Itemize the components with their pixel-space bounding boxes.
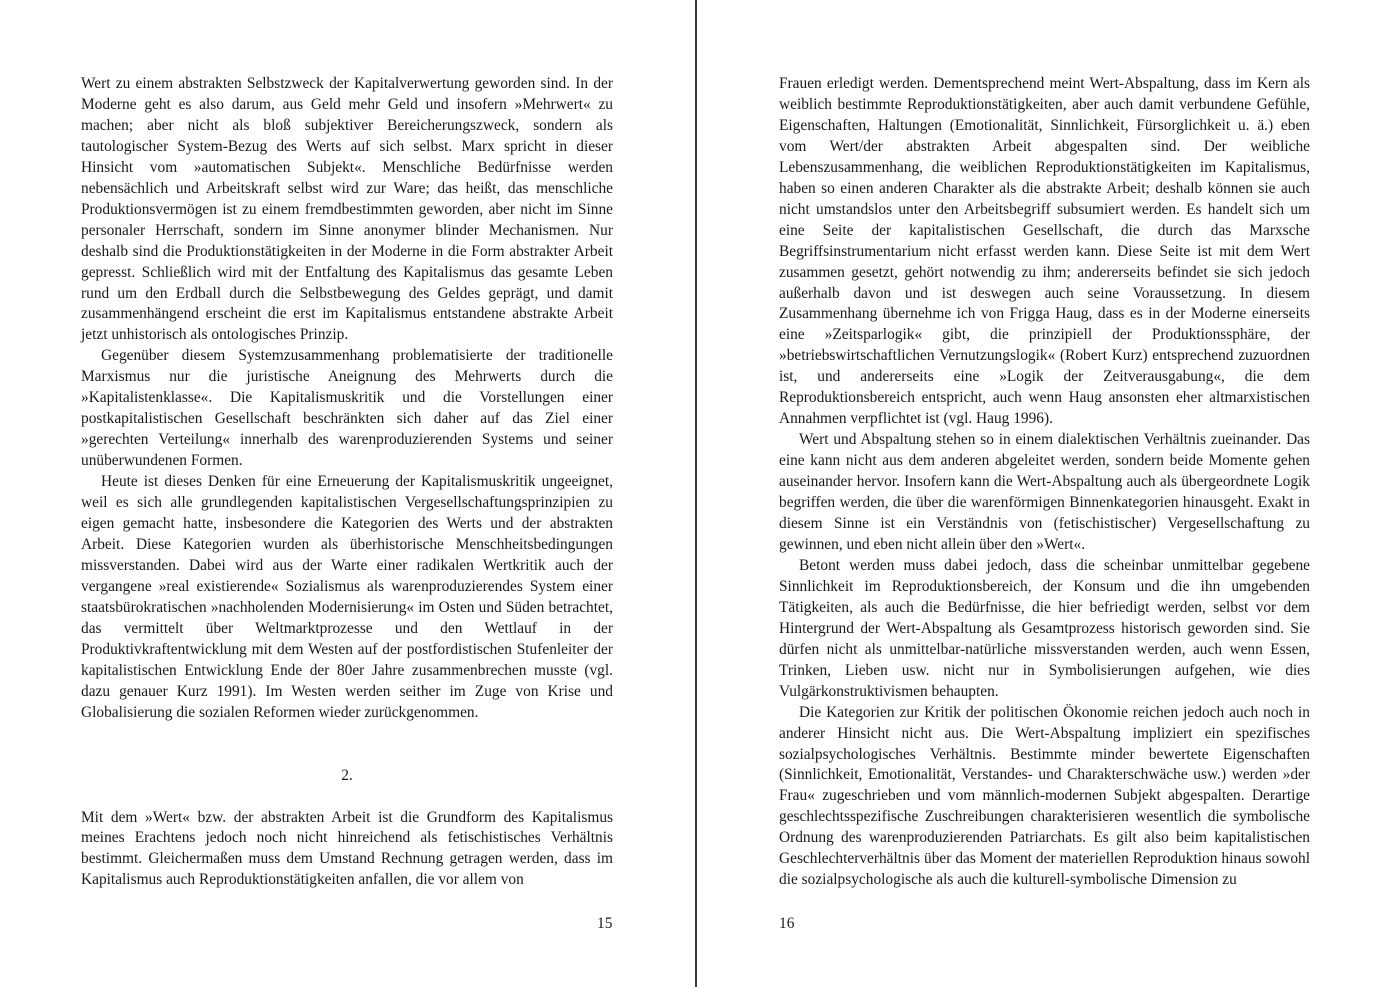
left-page <box>0 0 695 987</box>
left-page-text <box>81 74 613 891</box>
right-paragraph-2: Wert und Abspaltung stehen so in einem dialektischen Verhältnis zueinander. Das eine kann nicht aus dem anderen abgeleitet werden, sondern beide Momente gehen auseinander hervor. Insofern kann die Wert-Abspaltung auch als übergeordnete Logik begriffen werden, die über die warenförmigen Binnenkategorien hinausgeht. Exakt in diesem Sinne ist ein Verständnis von (fetischistischer) Vergesellschaftung zu gewinnen, und eben nicht allein über den »Wert«. <box>779 431 1310 553</box>
left-paragraph-4: Mit dem »Wert« bzw. der abstrakten Arbeit ist die Grundform des Kapitalismus meines Erachtens jedoch noch nicht hinreichend als fetischistisches Verhältnis bestimmt. Gleichermaßen muss dem Umstand Rechnung getragen werden, dass im Kapitalismus auch Reproduktionstätigkeiten anfallen, die vor allem von <box>81 808 613 889</box>
section-heading: 2. <box>341 766 353 784</box>
left-paragraph-3: Heute ist dieses Denken für eine Erneuerung der Kapitalismuskritik ungeeignet, weil es sich alle grundlegenden kapitalistischen Vergesellschaftungsprinzipien zu eigen gemacht hatte, insbesondere die Kategorien des Werts und der abstrakten Arbeit. Diese Kategorien wurden als überhistorische Menschheitsbedingungen missverstanden. Dabei wird aus der Warte einer radikalen Wertkritik auch der vergangene »real existierende« Sozialismus als warenproduzierendes System einer staatsbürokratischen »nachholenden Modernisierung« im Osten und Süden betrachtet, das vermittelt über Weltmarktprozesse und den Wettlauf in der Produktivkraftentwicklung mit dem Westen auf der postfordistischen Stufenleiter der kapitalistischen Entwicklung Ende der 80er Jahre zusammenbrechen musste (vgl. dazu genauer Kurz 1991). Im Westen werden seither im Zuge von Krise und Globalisierung die sozialen Reformen wieder zurückgenommen. <box>81 473 613 721</box>
right-paragraph-4: Die Kategorien zur Kritik der politischen Ökonomie reichen jedoch auch noch in anderer Hinsicht nicht aus. Die Wert-Abspaltung impliziert ein spezifisches sozialpsychologisches Verhältnis. Bestimmte minder bewertete Eigenschaften (Sinnlichkeit, Emotionalität, Verstandes- und Charakterschwäche usw.) werden »der Frau« zugeschrieben und vom männlich-modernen Subjekt abgespalten. Derartige geschlechtsspezifische Zuschreibungen charakterisieren wesentlich die symbolische Ordnung des warenproduzierenden Patriarchats. Es gilt also beim kapitalistischen Geschlechterverhältnis über das Moment der materiellen Reproduktion hinaus sowohl die sozialpsychologische als auch die kulturell-symbolische Dimension zu <box>779 703 1310 889</box>
left-paragraph-1: Wert zu einem abstrakten Selbstzweck der Kapitalverwertung geworden sind. In der Moderne geht es also darum, aus Geld mehr Geld und insofern »Mehrwert« zu machen; aber nicht als bloß subjektiver Bereicherungszweck, sondern als tautologischer System-Bezug des Werts auf sich selbst. Marx spricht in dieser Hinsicht vom »automatischen Subjekt«. Menschliche Bedürfnisse werden nebensächlich und Arbeitskraft selbst wird zur Ware; das heißt, das menschliche Produktionsvermögen ist zu einem fremdbestimmten geworden, aber nicht im Sinne personaler Herrschaft, sondern im Sinne anonymer blinder Mechanismen. Nur deshalb sind die Produktionstätigkeiten in der Moderne in die Form abstrakter Arbeit gepresst. Schließlich wird mit der Entfaltung des Kapitalismus das gesamte Leben rund um den Erdball durch die Selbstbewegung des Geldes geprägt, und damit zusammenhängend erscheint die erst im Kapitalismus entstandene abstrakte Arbeit jetzt unhistorisch als ontologisches Prinzip. <box>81 75 613 344</box>
right-page-text <box>779 74 1310 891</box>
right-page <box>697 0 1392 987</box>
right-paragraph-1: Frauen erledigt werden. Dementsprechend meint Wert-Abspaltung, dass im Kern als weiblich bestimmte Reproduktionstätigkeiten, aber auch damit verbundene Gefühle, Eigenschaften, Haltungen (Emotionalität, Sinnlichkeit, Fürsorglichkeit u. ä.) eben vom Wert/der abstrakten Arbeit abgespalten sind. Der weibliche Lebenszusammenhang, die weiblichen Reproduktionstätigkeiten im Kapitalismus, haben so einen anderen Charakter als die abstrakte Arbeit; deshalb können sie auch nicht umstandslos unter den Arbeitsbegriff subsumiert werden. Es handelt sich um eine Seite der kapitalistischen Gesellschaft, die durch das Marxsche Begriffsinstrumentarium nicht erfasst werden kann. Diese Seite ist mit dem Wert zusammen gesetzt, gehört notwendig zu ihm; andererseits befindet sie sich jedoch außerhalb davon und ist deswegen auch seine Voraussetzung. In diesem Zusammenhang übernehme ich von Frigga Haug, dass es in der Moderne einerseits eine »Zeitsparlogik« gibt, die prinzipiell der Produktionssphäre, der »betriebswirtschaftlichen Vernutzungslogik« (Robert Kurz) entsprechend zuzuordnen ist, und andererseits eine »Logik der Zeitverausgabung«, die dem Reproduktionsbereich entspricht, auch wenn Haug ansonsten eher altmarxistischen Annahmen verpflichtet ist (vgl. Haug 1996). <box>779 75 1310 428</box>
right-paragraph-3: Betont werden muss dabei jedoch, dass die scheinbar unmittelbar gegebene Sinnlichkeit im Reproduktionsbereich, der Konsum und die ihn umgebenden Tätigkeiten, als auch die Bedürfnisse, die hier befriedigt werden, selbst vor dem Hintergrund der Wert-Abspaltung als Gesamtprozess historisch geworden sind. Sie dürfen nicht als unmittelbar-natürliche missverstanden werden, auch wenn Essen, Trinken, Lieben usw. nicht nur in Symbolisierungen aufgehen, wie dies Vulgärkonstruktivismen behaupten. <box>779 556 1310 700</box>
page-number-left: 15 <box>597 915 613 932</box>
left-paragraph-2: Gegenüber diesem Systemzusammenhang problematisierte der traditionelle Marxismus nur die juristische Aneignung des Mehrwerts durch die »Kapitalistenklasse«. Die Kapitalismuskritik und die Vorstellungen einer postkapitalistischen Gesellschaft beschränkten sich daher auf das Ziel einer »gerechten Verteilung« innerhalb des warenproduzierenden Systems und seiner unüberwundenen Formen. <box>81 347 613 470</box>
page-number-right: 16 <box>779 915 795 932</box>
